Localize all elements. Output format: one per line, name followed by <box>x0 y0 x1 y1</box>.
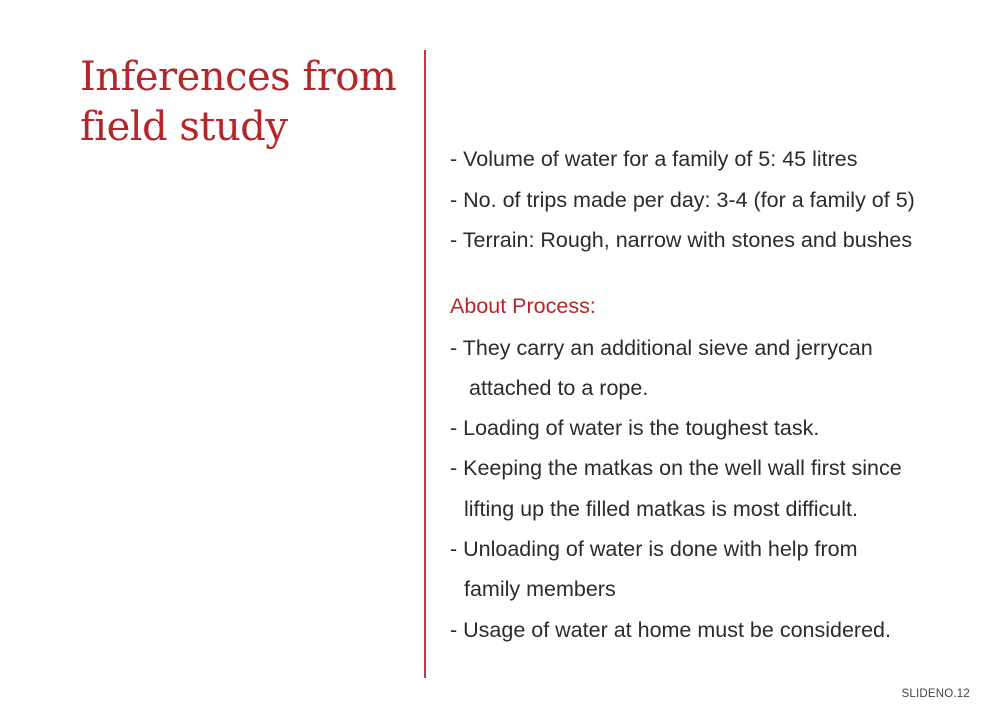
process-line-5: lifting up the filled matkas is most difficult. <box>464 497 858 521</box>
process-line-1: - They carry an additional sieve and jerrycan <box>450 336 873 360</box>
process-line-3: - Loading of water is the toughest task. <box>450 416 820 440</box>
slide-title-line-1: Inferences from <box>80 54 397 100</box>
slide-number: SLIDENO.12 <box>901 688 970 700</box>
process-line-4: - Keeping the matkas on the well wall first since <box>450 456 902 480</box>
slide-title <box>80 52 396 152</box>
process-line-6: - Unloading of water is done with help from <box>450 537 858 561</box>
fact-trips: - No. of trips made per day: 3-4 (for a family of 5) <box>450 188 915 212</box>
section-heading-process: About Process: <box>450 294 596 318</box>
vertical-divider <box>424 50 426 678</box>
process-line-8: - Usage of water at home must be considered. <box>450 618 891 642</box>
process-line-7: family members <box>464 577 616 601</box>
fact-terrain: - Terrain: Rough, narrow with stones and bushes <box>450 228 913 252</box>
fact-volume: - Volume of water for a family of 5: 45 litres <box>450 147 858 171</box>
slide-title-line-2: field study <box>80 104 288 150</box>
process-line-2: attached to a rope. <box>469 376 649 400</box>
